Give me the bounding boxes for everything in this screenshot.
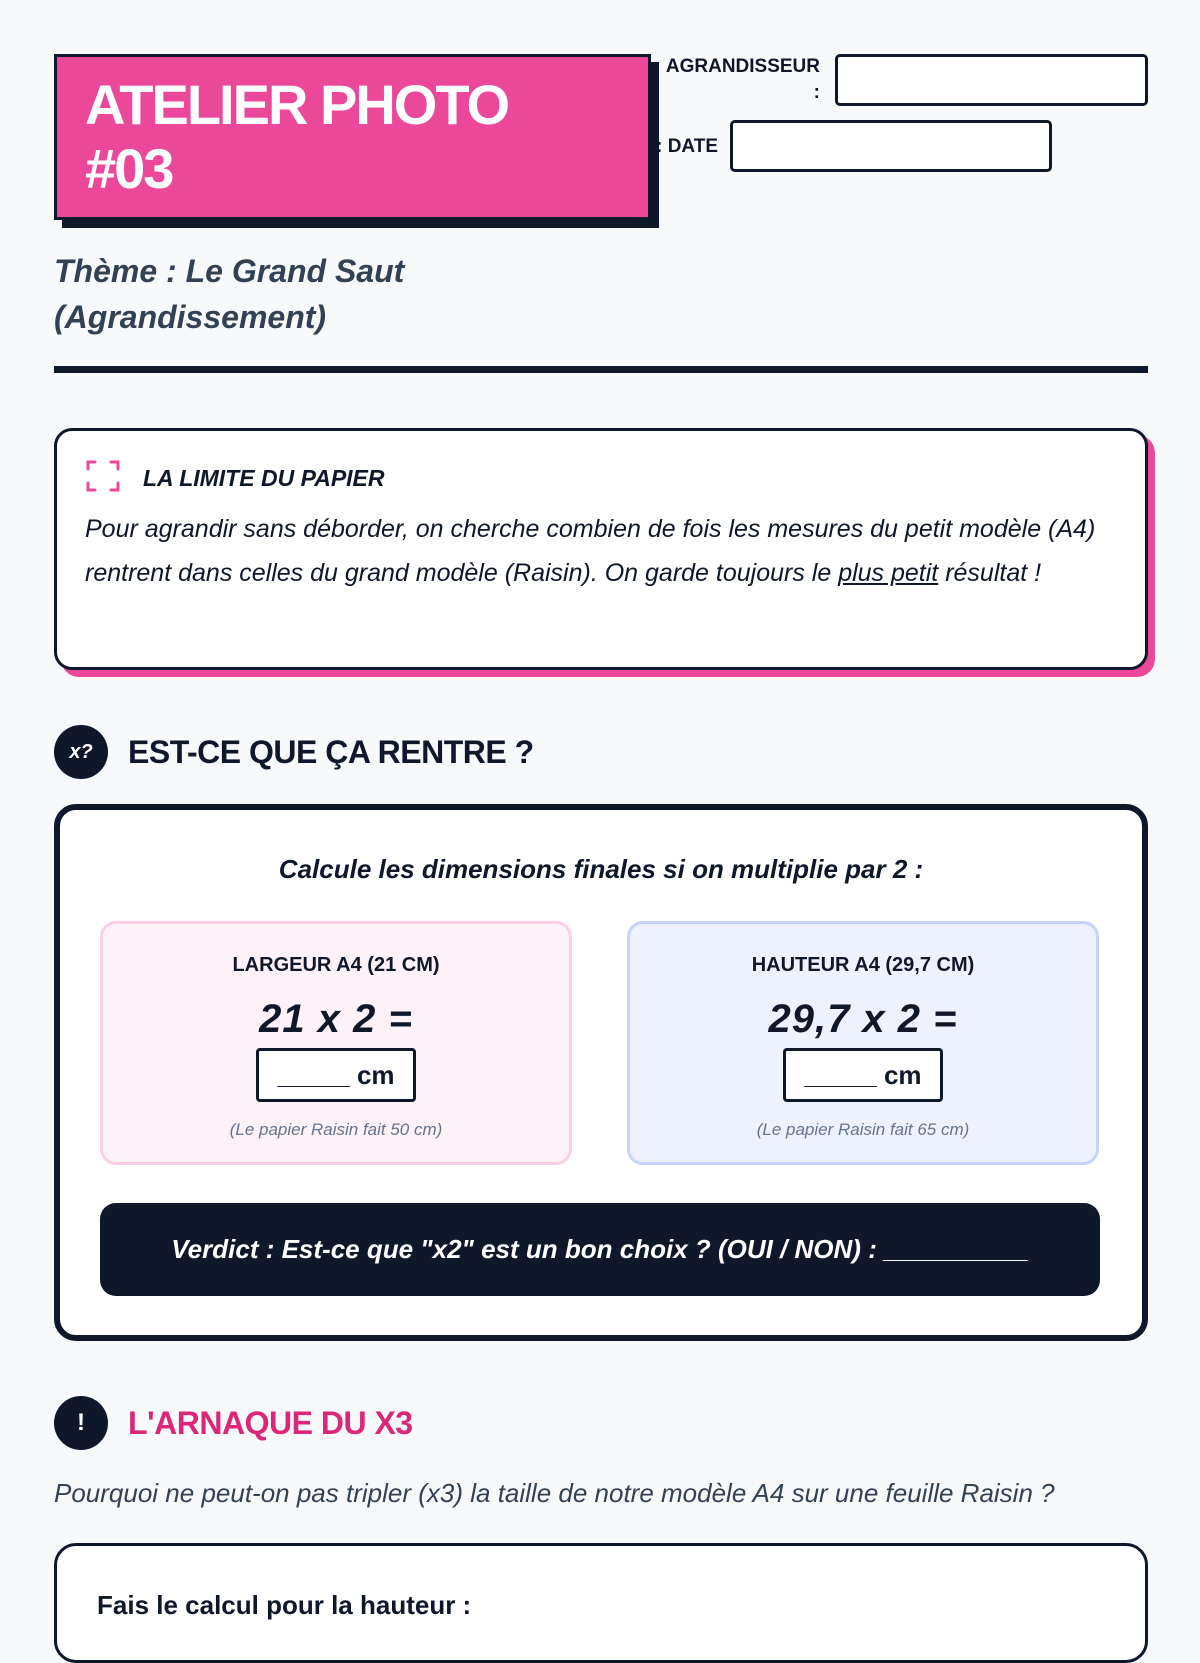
height-calc-card — [54, 1543, 1148, 1663]
agrandisseur-label: AGRANDISSEUR : — [665, 56, 820, 103]
section-title: EST-CE QUE ÇA RENTRE ? — [128, 733, 534, 770]
calc-label: LARGEUR A4 (21 CM) — [232, 954, 440, 976]
exercise-instruction: Calcule les dimensions finales si on multiplie par 2 : — [278, 854, 924, 884]
calc-equation: 21 x 2 = — [259, 997, 413, 1041]
height-answer-field[interactable]: _____ cm — [783, 1048, 943, 1102]
header-divider — [54, 366, 1148, 373]
date-field[interactable] — [730, 120, 1052, 172]
height-calc-box — [627, 921, 1099, 1165]
info-text: Pour agrandir sans déborder, on cherche combien de fois les mesures du petit modèle (A4) rentrent dans celles du grand modèle (Raisin). On garde toujours le plus petit résultat ! — [85, 515, 1096, 587]
verdict-bar[interactable]: Verdict : Est-ce que "x2" est un bon choix ? (OUI / NON) : __________ — [100, 1203, 1100, 1296]
calc-note: (Le papier Raisin fait 50 cm) — [229, 1120, 443, 1139]
date-label: DATE : — [656, 136, 718, 157]
width-calc-box — [100, 921, 572, 1165]
section-title: L'ARNAQUE DU X3 — [128, 1404, 413, 1441]
exercise-card — [54, 804, 1148, 1341]
x3-question: Pourquoi ne peut-on pas tripler (x3) la taille de notre modèle A4 sur une feuille Raisin ? — [54, 1478, 1055, 1508]
crop-frame-icon — [85, 458, 121, 499]
section-x3-heading — [54, 1396, 413, 1450]
theme-subtitle: Thème : Le Grand Saut (Agrandissement) — [54, 253, 405, 335]
page-title: ATELIER PHOTO #03 — [85, 73, 509, 200]
card-instruction: Fais le calcul pour la hauteur : — [97, 1590, 472, 1620]
info-emphasis: plus petit — [838, 559, 939, 587]
agrandisseur-field[interactable] — [835, 54, 1148, 106]
section-badge: x? — [54, 725, 108, 779]
paper-limit-card — [54, 428, 1148, 670]
calc-label: HAUTEUR A4 (29,7 CM) — [751, 954, 975, 976]
warning-icon: ! — [54, 1396, 108, 1450]
title-banner — [54, 54, 651, 220]
calc-note: (Le papier Raisin fait 65 cm) — [756, 1120, 970, 1139]
info-title: LA LIMITE DU PAPIER — [143, 464, 385, 491]
calc-equation: 29,7 x 2 = — [768, 997, 958, 1041]
section-fits-heading — [54, 725, 534, 779]
width-answer-field[interactable]: _____ cm — [256, 1048, 416, 1102]
